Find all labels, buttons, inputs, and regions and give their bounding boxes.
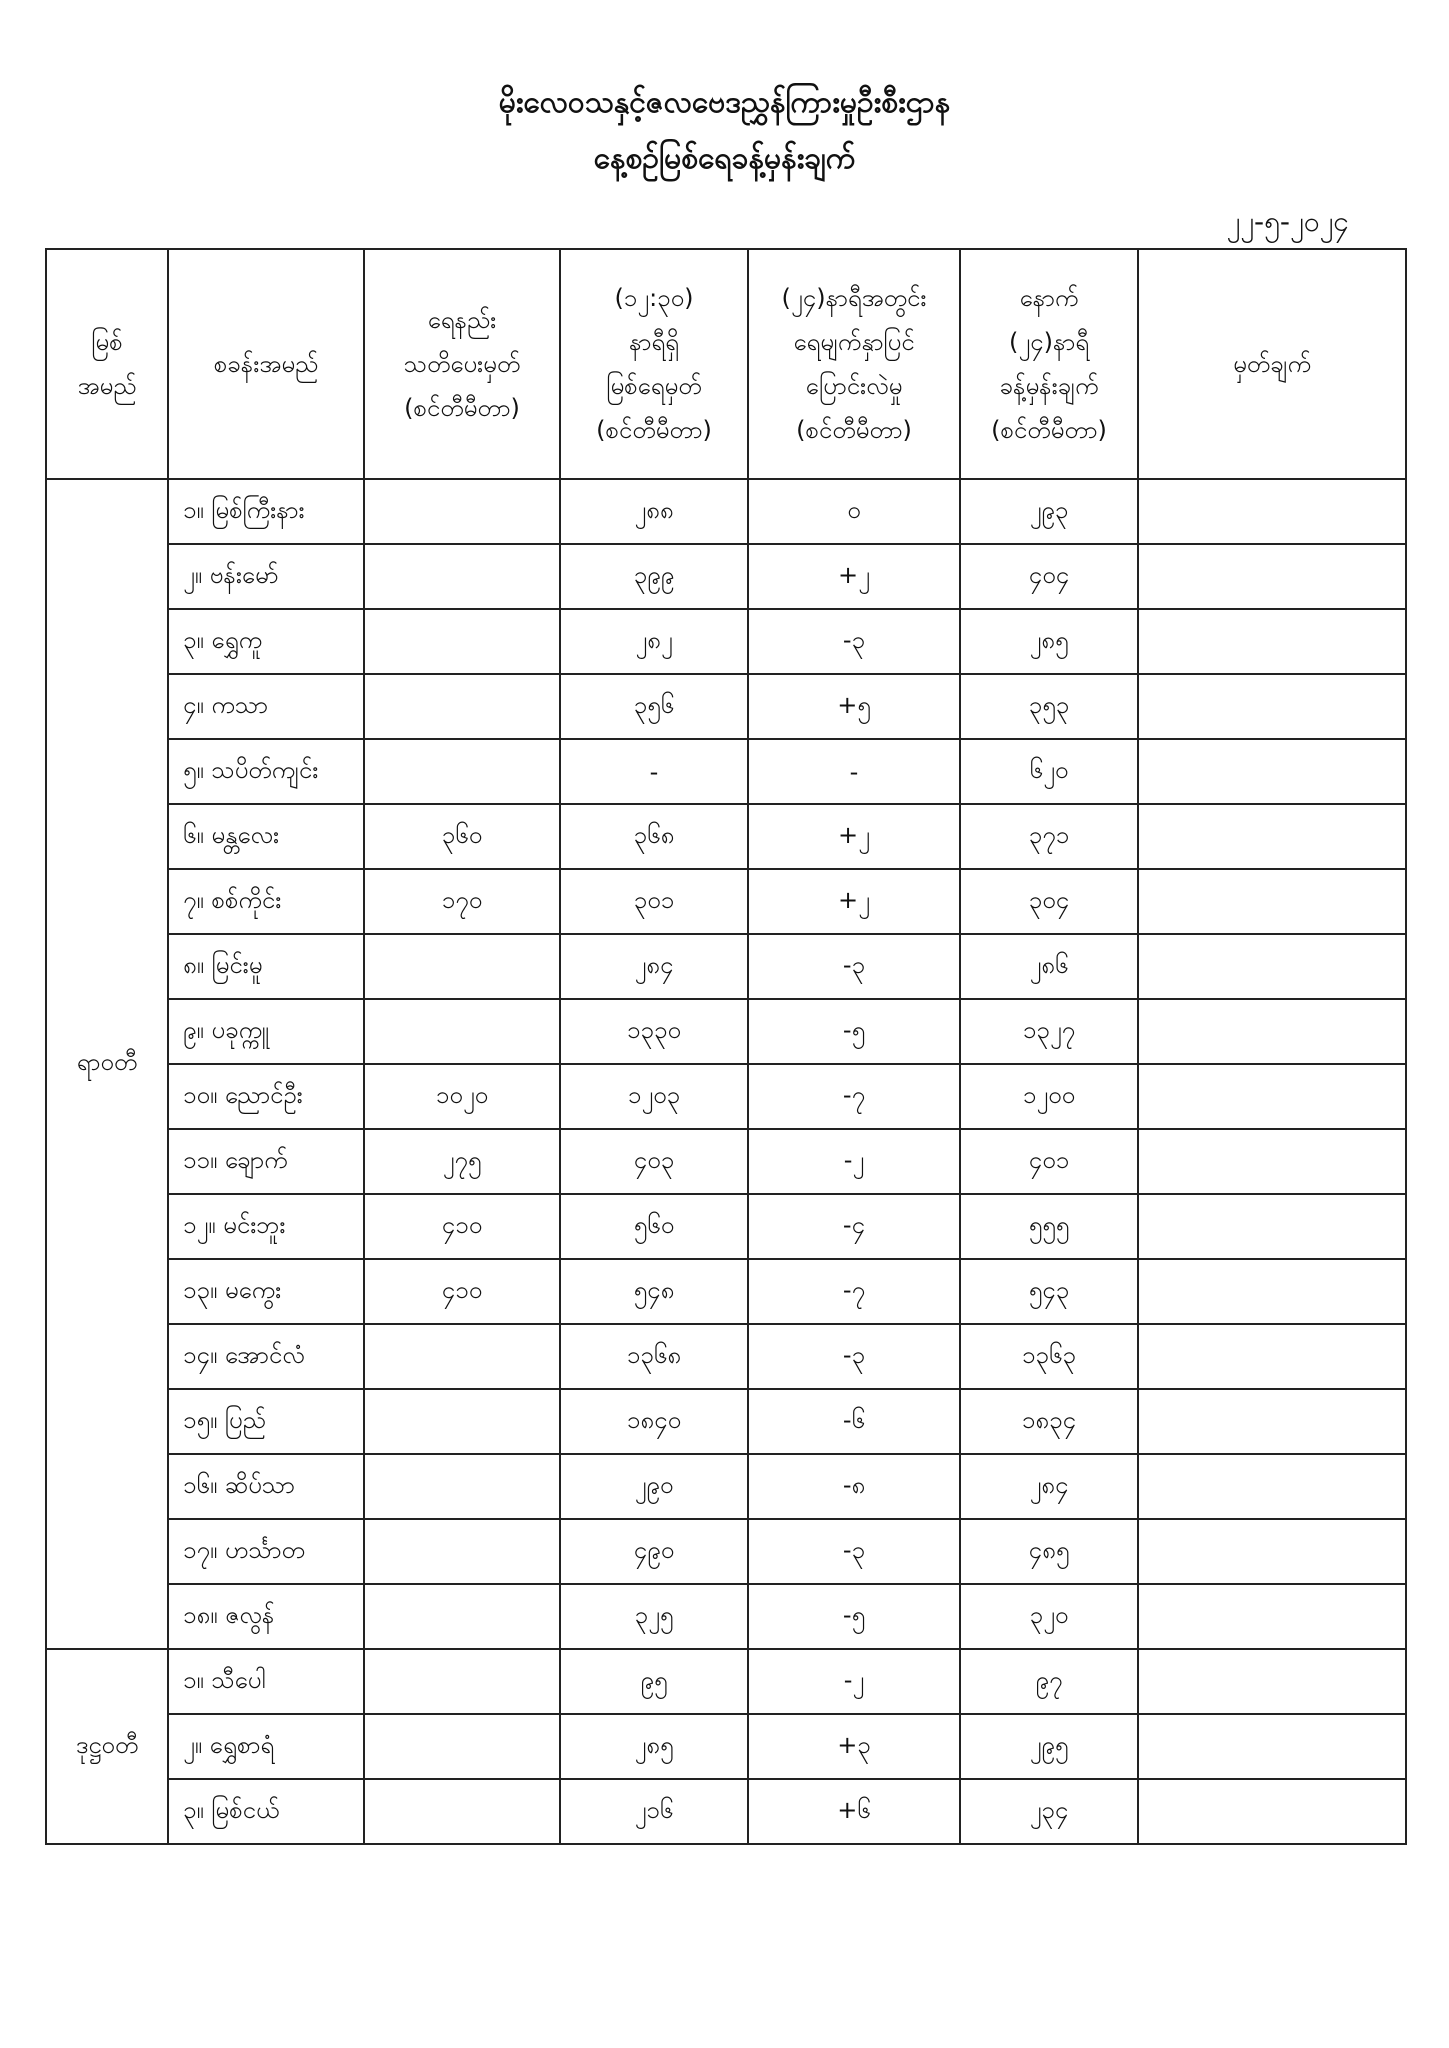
- forecast-cell: ၆၂၀: [960, 739, 1138, 804]
- forecast-cell: ၁၃၆၃: [960, 1324, 1138, 1389]
- danger-level-cell: [364, 674, 560, 739]
- table-row: [46, 869, 1406, 934]
- change-cell: -၂: [748, 1129, 960, 1194]
- table-row: [46, 544, 1406, 609]
- current-level-cell: ၂၈၂: [560, 609, 748, 674]
- remarks-cell: [1138, 1324, 1406, 1389]
- station-cell: ၁၂။ မင်းဘူး: [168, 1194, 364, 1259]
- danger-level-cell: [364, 1649, 560, 1714]
- change-cell: +၃: [748, 1714, 960, 1779]
- remarks-cell: [1138, 1649, 1406, 1714]
- change-cell: -၃: [748, 1519, 960, 1584]
- current-level-cell: ၅၄၈: [560, 1259, 748, 1324]
- document-date: ၂၂-၅-၂၀၂၄: [1226, 205, 1349, 238]
- remarks-cell: [1138, 1519, 1406, 1584]
- current-level-cell: ၁၃၆၈: [560, 1324, 748, 1389]
- remarks-cell: [1138, 1584, 1406, 1649]
- station-cell: ၁၈။ ဇလွန်: [168, 1584, 364, 1649]
- station-cell: ၁။ မြစ်ကြီးနား: [168, 479, 364, 544]
- station-cell: ၇။ စစ်ကိုင်း: [168, 869, 364, 934]
- remarks-cell: [1138, 869, 1406, 934]
- change-cell: -၆: [748, 1389, 960, 1454]
- table-row: [46, 999, 1406, 1064]
- station-cell: ၃။ မြစ်ငယ်: [168, 1779, 364, 1844]
- remarks-cell: [1138, 999, 1406, 1064]
- current-level-cell: ၁၃၃၀: [560, 999, 748, 1064]
- danger-level-cell: [364, 1714, 560, 1779]
- remarks-cell: [1138, 1779, 1406, 1844]
- change-cell: +၂: [748, 804, 960, 869]
- title-department: မိုးလေဝသနှင့်ဇလဗေဒညွှန်ကြားမှုဦးစီးဌာန: [498, 85, 951, 120]
- danger-level-cell: ၁၇၀: [364, 869, 560, 934]
- current-level-cell: ၃၉၉: [560, 544, 748, 609]
- table-row: [46, 739, 1406, 804]
- current-level-cell: ၃၆၈: [560, 804, 748, 869]
- remarks-cell: [1138, 1064, 1406, 1129]
- header-line: စခန်းအမည်: [213, 350, 319, 378]
- table-row: [46, 674, 1406, 739]
- station-cell: ၁။ သီပေါ: [168, 1649, 364, 1714]
- current-level-cell: ၃၀၁: [560, 869, 748, 934]
- station-cell: ၁၆။ ဆိပ်သာ: [168, 1454, 364, 1519]
- remarks-cell: [1138, 1389, 1406, 1454]
- forecast-cell: ၂၈၆: [960, 934, 1138, 999]
- table-row: [46, 1584, 1406, 1649]
- station-cell: ၂။ ဗန်းမော်: [168, 544, 364, 609]
- danger-level-cell: [364, 739, 560, 804]
- current-level-cell: ၄၀၃: [560, 1129, 748, 1194]
- header-station: [168, 249, 364, 479]
- header-line: (၁၂:၃၀): [614, 284, 694, 312]
- forecast-cell: ၃၇၁: [960, 804, 1138, 869]
- station-cell: ၄။ ကသာ: [168, 674, 364, 739]
- danger-level-cell: ၄၁၀: [364, 1259, 560, 1324]
- header-line: (၂၄)နာရီ: [1008, 328, 1090, 356]
- change-cell: +၂: [748, 869, 960, 934]
- danger-level-cell: [364, 609, 560, 674]
- header-current-level: [560, 249, 748, 479]
- danger-level-cell: [364, 544, 560, 609]
- remarks-cell: [1138, 1129, 1406, 1194]
- forecast-cell: ၉၇: [960, 1649, 1138, 1714]
- danger-level-cell: [364, 479, 560, 544]
- remarks-cell: [1138, 1259, 1406, 1324]
- current-level-cell: ၁၈၄၀: [560, 1389, 748, 1454]
- forecast-cell: ၂၉၅: [960, 1714, 1138, 1779]
- header-line: ပြောင်းလဲမှု: [805, 372, 903, 400]
- table-row: [46, 1259, 1406, 1324]
- station-cell: ၈။ မြင်းမူ: [168, 934, 364, 999]
- station-cell: ၁၁။ ချောက်: [168, 1129, 364, 1194]
- table-row: [46, 1779, 1406, 1844]
- header-line: မြစ်: [91, 328, 123, 356]
- remarks-cell: [1138, 674, 1406, 739]
- remarks-cell: [1138, 544, 1406, 609]
- station-cell: ၁၄။ အောင်လံ: [168, 1324, 364, 1389]
- station-cell: ၉။ ပခုက္ကူ: [168, 999, 364, 1064]
- header-line: မှတ်ချက်: [1233, 350, 1311, 378]
- current-level-cell: -: [560, 739, 748, 804]
- station-cell: ၁၀။ ညောင်ဦး: [168, 1064, 364, 1129]
- forecast-cell: ၂၃၄: [960, 1779, 1138, 1844]
- forecast-cell: ၃၂၀: [960, 1584, 1138, 1649]
- station-cell: ၁၇။ ဟင်္သာတ: [168, 1519, 364, 1584]
- remarks-cell: [1138, 479, 1406, 544]
- remarks-cell: [1138, 934, 1406, 999]
- station-cell: ၂။ ရွှေစာရံ: [168, 1714, 364, 1779]
- river-name-cell: ဒုဋ္ဌဝတီ: [46, 1649, 168, 1844]
- river-name-cell: ရာဝတီ: [46, 479, 168, 1649]
- change-cell: ၀: [748, 479, 960, 544]
- forecast-cell: ၄၀၁: [960, 1129, 1138, 1194]
- header-line: သတိပေးမှတ်: [403, 350, 521, 378]
- danger-level-cell: [364, 1454, 560, 1519]
- forecast-cell: ၁၈၃၄: [960, 1389, 1138, 1454]
- forecast-cell: ၅၄၃: [960, 1259, 1138, 1324]
- forecast-cell: ၁၃၂၇: [960, 999, 1138, 1064]
- remarks-cell: [1138, 609, 1406, 674]
- header-line: (စင်တီမီတာ): [796, 416, 912, 444]
- header-danger-level: [364, 249, 560, 479]
- danger-level-cell: ၄၁၀: [364, 1194, 560, 1259]
- change-cell: -၃: [748, 1324, 960, 1389]
- danger-level-cell: [364, 934, 560, 999]
- station-cell: ၃။ ရွှေကူ: [168, 609, 364, 674]
- station-cell: ၁၃။ မကွေး: [168, 1259, 364, 1324]
- header-line: (စင်တီမီတာ): [596, 416, 712, 444]
- current-level-cell: ၁၂၀၃: [560, 1064, 748, 1129]
- forecast-cell: ၂၈၅: [960, 609, 1138, 674]
- change-cell: -၄: [748, 1194, 960, 1259]
- table-row: [46, 1324, 1406, 1389]
- danger-level-cell: [364, 1324, 560, 1389]
- current-level-cell: ၂၉၀: [560, 1454, 748, 1519]
- station-cell: ၁၅။ ပြည်: [168, 1389, 364, 1454]
- table-row: [46, 1194, 1406, 1259]
- change-cell: -၃: [748, 609, 960, 674]
- danger-level-cell: [364, 1389, 560, 1454]
- header-change: [748, 249, 960, 479]
- danger-level-cell: [364, 1779, 560, 1844]
- header-line: နာရီရှိ: [629, 328, 679, 356]
- forecast-cell: ၂၉၃: [960, 479, 1138, 544]
- danger-level-cell: ၂၇၅: [364, 1129, 560, 1194]
- change-cell: -၅: [748, 1584, 960, 1649]
- header-forecast: [960, 249, 1138, 479]
- danger-level-cell: [364, 999, 560, 1064]
- forecast-cell: ၁၂၀၀: [960, 1064, 1138, 1129]
- remarks-cell: [1138, 1194, 1406, 1259]
- table-row: [46, 1714, 1406, 1779]
- danger-level-cell: [364, 1584, 560, 1649]
- header-line: နောက်: [1019, 284, 1079, 312]
- current-level-cell: ၂၈၈: [560, 479, 748, 544]
- table-row: [46, 1129, 1406, 1194]
- table-row: [46, 1454, 1406, 1519]
- table-row: [46, 609, 1406, 674]
- current-level-cell: ၂၈၅: [560, 1714, 748, 1779]
- header-line: (စင်တီမီတာ): [404, 394, 520, 422]
- current-level-cell: ၄၉၀: [560, 1519, 748, 1584]
- forecast-cell: ၄၈၅: [960, 1519, 1138, 1584]
- header-line: (၂၄)နာရီအတွင်း: [781, 284, 927, 312]
- table-row: [46, 479, 1406, 544]
- current-level-cell: ၃၅၆: [560, 674, 748, 739]
- remarks-cell: [1138, 1714, 1406, 1779]
- forecast-cell: ၃၀၄: [960, 869, 1138, 934]
- table-row: [46, 804, 1406, 869]
- remarks-cell: [1138, 1454, 1406, 1519]
- header-line: အမည်: [77, 372, 137, 400]
- header-row: [46, 249, 1406, 479]
- header-line: ရေနည်း: [427, 306, 497, 334]
- current-level-cell: ၃၂၅: [560, 1584, 748, 1649]
- change-cell: +၆: [748, 1779, 960, 1844]
- current-level-cell: ၂၁၆: [560, 1779, 748, 1844]
- change-cell: -၂: [748, 1649, 960, 1714]
- remarks-cell: [1138, 739, 1406, 804]
- header-line: ရေမျက်နှာပြင်: [793, 328, 915, 356]
- remarks-cell: [1138, 804, 1406, 869]
- danger-level-cell: [364, 1519, 560, 1584]
- title-forecast: နေ့စဉ်မြစ်ရေခန့်မှန်းချက်: [593, 141, 856, 176]
- header-river: [46, 249, 168, 479]
- current-level-cell: ၂၈၄: [560, 934, 748, 999]
- station-cell: ၆။ မန္တလေး: [168, 804, 364, 869]
- header-line: မြစ်ရေမှတ်: [606, 372, 702, 400]
- table-row: [46, 1519, 1406, 1584]
- river-forecast-table: [45, 248, 1407, 1845]
- change-cell: -၇: [748, 1259, 960, 1324]
- forecast-cell: ၅၅၅: [960, 1194, 1138, 1259]
- danger-level-cell: ၁၀၂၀: [364, 1064, 560, 1129]
- header-line: (စင်တီမီတာ): [991, 416, 1107, 444]
- header-remarks: [1138, 249, 1406, 479]
- change-cell: +၅: [748, 674, 960, 739]
- danger-level-cell: ၃၆၀: [364, 804, 560, 869]
- table-row: [46, 1064, 1406, 1129]
- forecast-cell: ၃၅၃: [960, 674, 1138, 739]
- current-level-cell: ၉၅: [560, 1649, 748, 1714]
- forecast-cell: ၄၀၄: [960, 544, 1138, 609]
- change-cell: -၈: [748, 1454, 960, 1519]
- current-level-cell: ၅၆၀: [560, 1194, 748, 1259]
- forecast-cell: ၂၈၄: [960, 1454, 1138, 1519]
- change-cell: -၃: [748, 934, 960, 999]
- change-cell: -၇: [748, 1064, 960, 1129]
- header-line: ခန့်မှန်းချက်: [999, 372, 1099, 400]
- table-row: [46, 1649, 1406, 1714]
- station-cell: ၅။ သပိတ်ကျင်း: [168, 739, 364, 804]
- change-cell: -၅: [748, 999, 960, 1064]
- table-row: [46, 1389, 1406, 1454]
- change-cell: +၂: [748, 544, 960, 609]
- table-row: [46, 934, 1406, 999]
- change-cell: -: [748, 739, 960, 804]
